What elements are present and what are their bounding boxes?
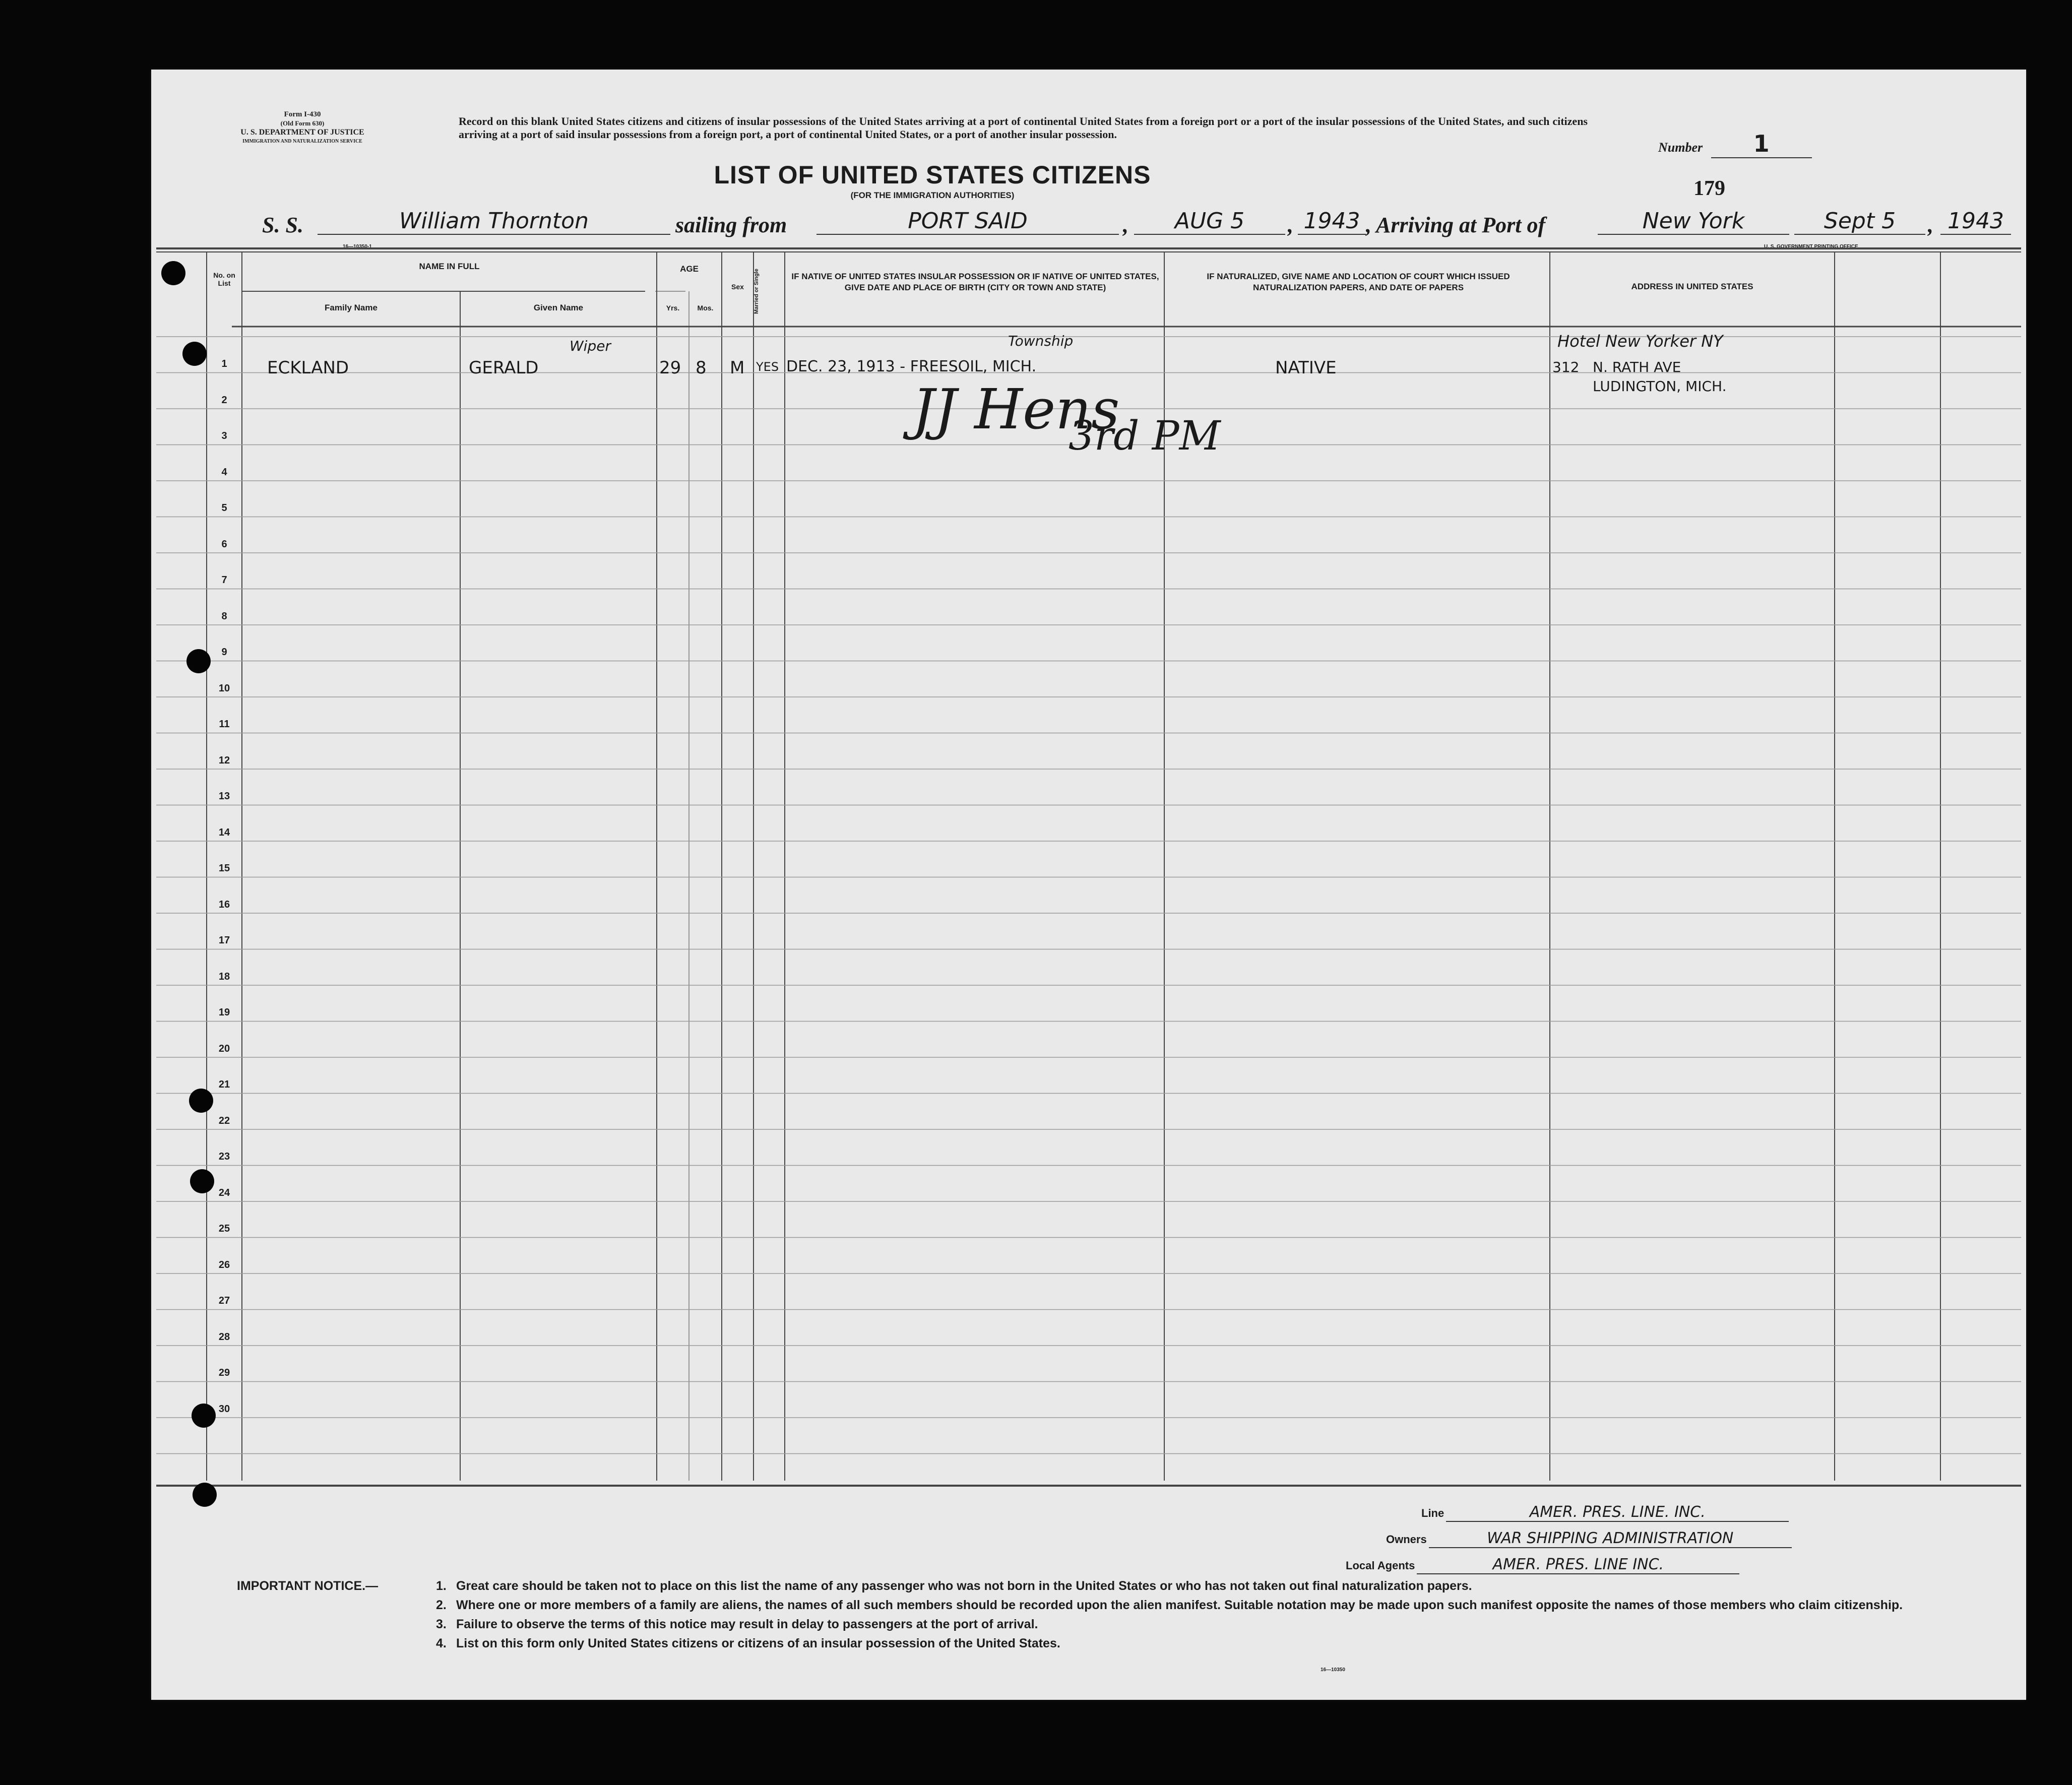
sailing-label: sailing from bbox=[675, 213, 787, 237]
port-to: New York bbox=[1598, 208, 1789, 235]
header-mos: Mos. bbox=[697, 304, 714, 312]
number-label: Number bbox=[1658, 140, 1703, 155]
notice-item: 2. Where one or more members of a family are aliens, the names of all such members should be recorded upon the alien manifest. Suitable notation may be made upon such manifest opposite the names of those members who claim citizenship. bbox=[436, 1598, 1903, 1612]
header-naturalized: IF NATURALIZED, GIVE NAME AND LOCATION OF COURT WHICH ISSUED NATURALIZATION PAPERS, AND DATE OF PAPERS bbox=[1207, 272, 1510, 292]
notice-list bbox=[436, 1576, 1948, 1653]
header-address: ADDRESS IN UNITED STATES bbox=[1631, 282, 1753, 291]
row-number: 11 bbox=[219, 719, 230, 730]
year-to: 1943 bbox=[1940, 208, 2011, 235]
row-number: 25 bbox=[218, 1223, 230, 1234]
ship-name: William Thornton bbox=[318, 208, 670, 235]
voyage-line: S. S. William Thornton sailing from PORT SAID , AUG 5 , 1943 , Arriving at Port of New York Sept 5 , 1943 bbox=[262, 208, 2016, 243]
row-number: 20 bbox=[218, 1043, 230, 1054]
line-value: AMER. PRES. LINE. INC. bbox=[1446, 1503, 1789, 1522]
row-number: 6 bbox=[221, 538, 227, 550]
footer-owners bbox=[1386, 1529, 1792, 1548]
footer-agents bbox=[1346, 1556, 1739, 1574]
row-number: 21 bbox=[218, 1079, 230, 1090]
header-sex: Sex bbox=[731, 283, 744, 291]
entry-address-line2: LUDINGTON, MICH. bbox=[1593, 378, 1727, 395]
notice-item: 1. Great care should be taken not to place on this list the name of any passenger who was not born in the United States or who has not taken out final naturalization papers. bbox=[436, 1579, 1472, 1593]
header-birth: IF NATIVE OF UNITED STATES INSULAR POSSESSION OR IF NATIVE OF UNITED STATES, GIVE DATE AND PLACE OF BIRTH (CITY OR TOWN AND STATE) bbox=[791, 272, 1159, 292]
owners-value: WAR SHIPPING ADMINISTRATION bbox=[1429, 1529, 1792, 1548]
footer-line bbox=[1421, 1503, 1789, 1522]
table-grid bbox=[151, 70, 2026, 1700]
entry-address-line1: N. RATH AVE bbox=[1593, 359, 1681, 375]
entry-mos: 8 bbox=[696, 358, 707, 378]
number-value: 1 bbox=[1711, 130, 1812, 158]
row-number: 28 bbox=[218, 1331, 230, 1343]
row-number: 24 bbox=[218, 1187, 230, 1198]
notice-item: 4. List on this form only United States citizens or citizens of an insular possession of the United States. bbox=[436, 1636, 1060, 1650]
printer-office: U. S. GOVERNMENT PRINTING OFFICE bbox=[1764, 244, 1858, 249]
row-number: 26 bbox=[218, 1259, 230, 1270]
year-from: 1943 bbox=[1298, 208, 1366, 235]
row-number: 8 bbox=[221, 610, 227, 622]
row-number: 7 bbox=[221, 575, 227, 586]
printer-code-top: 16—10350-1 bbox=[343, 244, 372, 249]
notice-code: 16—10350 bbox=[1321, 1667, 1345, 1673]
row-number: 16 bbox=[218, 899, 230, 910]
entry-address-number: 312 bbox=[1552, 359, 1580, 375]
punch-hole bbox=[186, 649, 211, 673]
instructions-text: Record on this blank United States citizens and citizens of insular possessions of the United States arriving at a port of continental United States from a foreign port or a port of the insular possessions of the United States, and such citizens arriving at a port of said insular possessions from a foreign port, a port of continental United States, or a port of another insular possession. bbox=[459, 115, 1588, 141]
agents-value: AMER. PRES. LINE INC. bbox=[1417, 1556, 1739, 1574]
row-number: 4 bbox=[221, 466, 227, 478]
row-number: 18 bbox=[218, 971, 230, 982]
entry-birth-annotation: Township bbox=[1008, 333, 1074, 349]
header-name-in-full: NAME IN FULL bbox=[419, 262, 480, 271]
notice-item: 3. Failure to observe the terms of this notice may result in delay to passengers at the port of arrival. bbox=[436, 1617, 1038, 1631]
header-family-name: Family Name bbox=[325, 303, 378, 312]
header-yrs: Yrs. bbox=[666, 304, 680, 312]
inspector-signature: JJ Hens bbox=[912, 377, 1120, 441]
row-number: 23 bbox=[218, 1151, 230, 1162]
row-number: 30 bbox=[218, 1403, 230, 1415]
arriving-label: Arriving at Port of bbox=[1376, 213, 1546, 237]
entry-given-annotation: Wiper bbox=[570, 338, 611, 354]
header-married-single: Married or Single bbox=[754, 269, 760, 314]
punch-hole bbox=[161, 261, 185, 285]
row-number: 5 bbox=[221, 502, 227, 514]
entry-address-annotation: Hotel New Yorker NY bbox=[1557, 332, 1723, 351]
punch-hole bbox=[192, 1404, 216, 1428]
owners-label: Owners bbox=[1386, 1533, 1427, 1546]
entry-sex: M bbox=[730, 358, 745, 378]
inspector-note: 3rd PM bbox=[1069, 412, 1221, 459]
row-number: 2 bbox=[221, 394, 227, 406]
header-given-name: Given Name bbox=[533, 303, 584, 312]
row-number: 9 bbox=[221, 647, 227, 658]
row-number: 14 bbox=[218, 826, 230, 838]
date-from: AUG 5 bbox=[1134, 208, 1285, 235]
entry-birth: DEC. 23, 1913 - FREESOIL, MICH. bbox=[786, 358, 1037, 375]
page-number: 179 bbox=[1693, 177, 1725, 200]
punch-hole bbox=[189, 1089, 213, 1113]
row-number: 27 bbox=[218, 1295, 230, 1306]
agents-label: Local Agents bbox=[1346, 1559, 1415, 1572]
row-number: 22 bbox=[218, 1115, 230, 1126]
old-form-number: (Old Form 630) bbox=[280, 119, 325, 127]
manifest-sheet bbox=[151, 70, 2026, 1700]
row-number: 15 bbox=[218, 863, 230, 874]
entry-yrs: 29 bbox=[659, 358, 681, 378]
row-number: 12 bbox=[218, 754, 230, 766]
row-number: 1 bbox=[221, 358, 227, 369]
notice-lead: IMPORTANT NOTICE.— bbox=[237, 1579, 379, 1593]
entry-married: YES bbox=[756, 360, 779, 374]
department-name: U. S. DEPARTMENT OF JUSTICE bbox=[240, 128, 364, 137]
page-title: LIST OF UNITED STATES CITIZENS bbox=[714, 161, 1151, 189]
ss-label: S. S. bbox=[262, 213, 303, 237]
punch-hole bbox=[193, 1483, 217, 1507]
header-age: AGE bbox=[680, 264, 699, 274]
punch-hole bbox=[190, 1169, 214, 1193]
row-number: 29 bbox=[218, 1367, 230, 1378]
entry-given-name: GERALD bbox=[469, 358, 539, 378]
row-number: 17 bbox=[218, 935, 230, 946]
row-number: 19 bbox=[218, 1007, 230, 1018]
date-to: Sept 5 bbox=[1794, 208, 1925, 235]
row-number: 3 bbox=[221, 430, 227, 441]
row-number: 10 bbox=[218, 682, 230, 694]
entry-naturalized: NATIVE bbox=[1275, 358, 1337, 378]
page-subtitle: (FOR THE IMMIGRATION AUTHORITIES) bbox=[850, 190, 1015, 200]
line-label: Line bbox=[1421, 1507, 1445, 1519]
punch-hole bbox=[182, 342, 207, 366]
form-number: Form I-430 bbox=[284, 110, 321, 118]
service-name: IMMIGRATION AND NATURALIZATION SERVICE bbox=[242, 139, 362, 144]
port-from: PORT SAID bbox=[817, 208, 1119, 235]
header-no-on-list: No. on List bbox=[213, 271, 235, 287]
row-number: 13 bbox=[218, 791, 230, 802]
entry-family-name: ECKLAND bbox=[267, 358, 349, 378]
